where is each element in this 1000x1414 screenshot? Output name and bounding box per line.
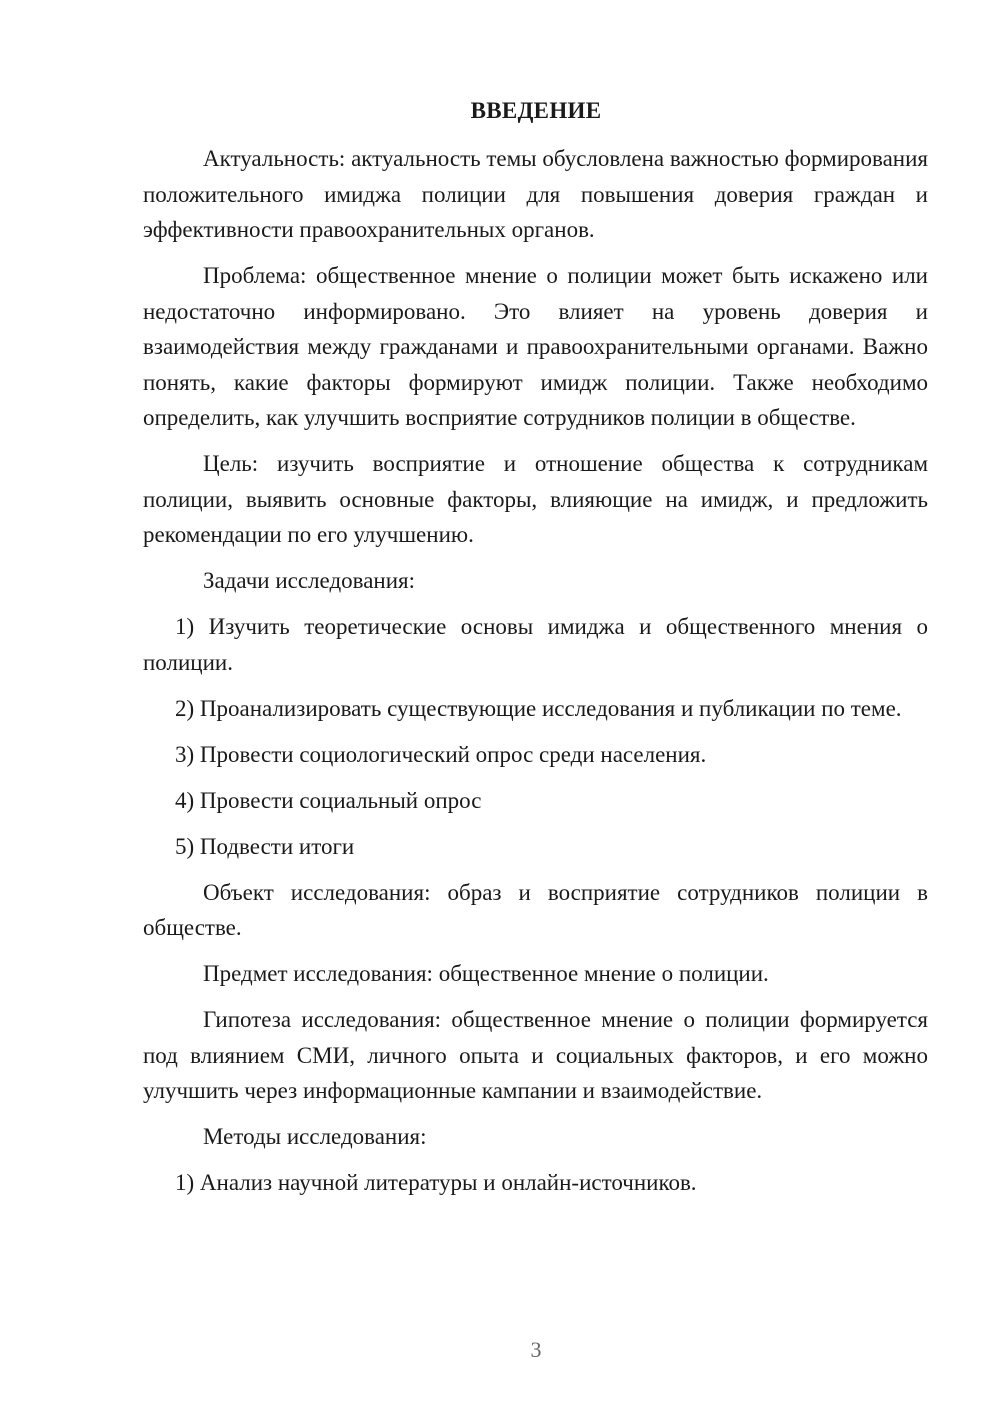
list-item-task-2: 2) Проанализировать существующие исследования и публикации по теме.	[175, 695, 902, 721]
list-item-task-1: 1) Изучить теоретические основы имиджа и общественного мнения о полиции.	[143, 614, 928, 675]
paragraph-relevance: Актуальность: актуальность темы обусловлена важностью формирования положительного имиджа полиции для повышения доверия граждан и эффективности правоохранительных органов.	[143, 146, 928, 242]
paragraph-problem: Проблема: общественное мнение о полиции может быть искажено или недостаточно информировано. Это влияет на уровень доверия и взаимодействия между гражданами и правоохранительными органами. Важно понять, какие факторы формируют имидж полиции. Также необходимо определить, как улучшить восприятие сотрудников полиции в обществе.	[143, 263, 928, 430]
list-item-method-1: 1) Анализ научной литературы и онлайн-источников.	[175, 1170, 697, 1195]
paragraph-methods-heading: Методы исследования:	[203, 1124, 427, 1149]
paragraph-subject: Предмет исследования: общественное мнение о полиции.	[203, 961, 769, 986]
document-body	[143, 141, 928, 1201]
section-title: ВВЕДЕНИЕ	[470, 98, 602, 123]
paragraph-goal: Цель: изучить восприятие и отношение общества к сотрудникам полиции, выявить основные факторы, влияющие на имидж, и предложить рекомендации по его улучшению.	[143, 451, 928, 547]
list-item-task-5: 5) Подвести итоги	[175, 833, 355, 859]
paragraph-object: Объект исследования: образ и восприятие сотрудников полиции в обществе.	[143, 879, 928, 940]
paragraph-hypothesis: Гипотеза исследования: общественное мнение о полиции формируется под влиянием СМИ, личного опыта и социальных факторов, и его можно улучшить через информационные кампании и взаимодействие.	[143, 1007, 928, 1103]
list-item-task-3: 3) Провести социологический опрос среди населения.	[175, 741, 707, 767]
list-item-task-4: 4) Провести социальный опрос	[175, 787, 482, 813]
page-number: 3	[530, 1337, 542, 1362]
paragraph-tasks-heading: Задачи исследования:	[203, 568, 416, 593]
